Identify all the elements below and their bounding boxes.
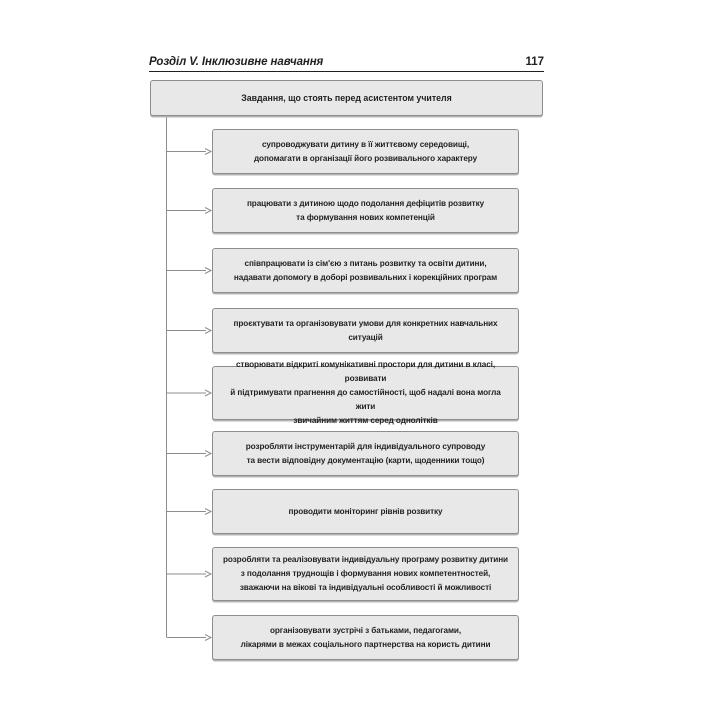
task-text-9: організовувати зустрічі з батьками, педагогами, лікарями в межах соціального партнерства на користь дитини (240, 625, 491, 649)
task-box-5 (212, 360, 519, 425)
page-number: 117 (525, 56, 544, 68)
task-box-9 (212, 615, 519, 660)
task-box-2 (212, 188, 519, 233)
task-text-7: проводити моніторинг рівнів розвитку (288, 506, 443, 516)
diagram-title: Завдання, що стоять перед асистентом учителя (241, 93, 452, 103)
section-title: Розділ V. Інклюзивне навчання (149, 56, 324, 68)
task-text-1: супроводжувати дитину в її життєвому середовищі, допомагати в організації його розвивального характеру (253, 139, 478, 163)
task-box-4 (212, 308, 519, 353)
diagram-title-box (150, 80, 543, 116)
task-box-1 (212, 129, 519, 174)
task-box-3 (212, 248, 519, 293)
task-text-8: розробляти та реалізовувати індивідуальну програму розвитку дитини з подолання труднощів і формування нових компетентностей, зважаючи на вікові та індивідуальні особливості й можливості (223, 555, 508, 592)
task-text-3: співпрацювати із сім'єю з питань розвитку та освіти дитини, надавати допомогу в доборі розвивальних і корекційних програм (233, 258, 498, 282)
task-box-8 (212, 547, 519, 601)
task-text-5: створювати відкриті комунікативні простори для дитини в класі, розвивати й підтримувати прагнення до самостійності, щоб надалі вона могла жити звичайним життям серед однолітків (230, 360, 501, 425)
task-text-2: працювати з дитиною щодо подолання дефіцитів розвитку та формування нових компетенцій (246, 198, 485, 222)
task-box-7 (212, 489, 519, 534)
task-text-6: розробляти інструментарій для індивідуального супроводу та вести відповідну документацію (карти, щоденники тощо) (245, 441, 486, 465)
task-text-4: проєктувати та організовувати умови для конкретних навчальних ситуацій (233, 318, 498, 342)
connector-arrows (167, 149, 212, 641)
task-box-6 (212, 431, 519, 476)
